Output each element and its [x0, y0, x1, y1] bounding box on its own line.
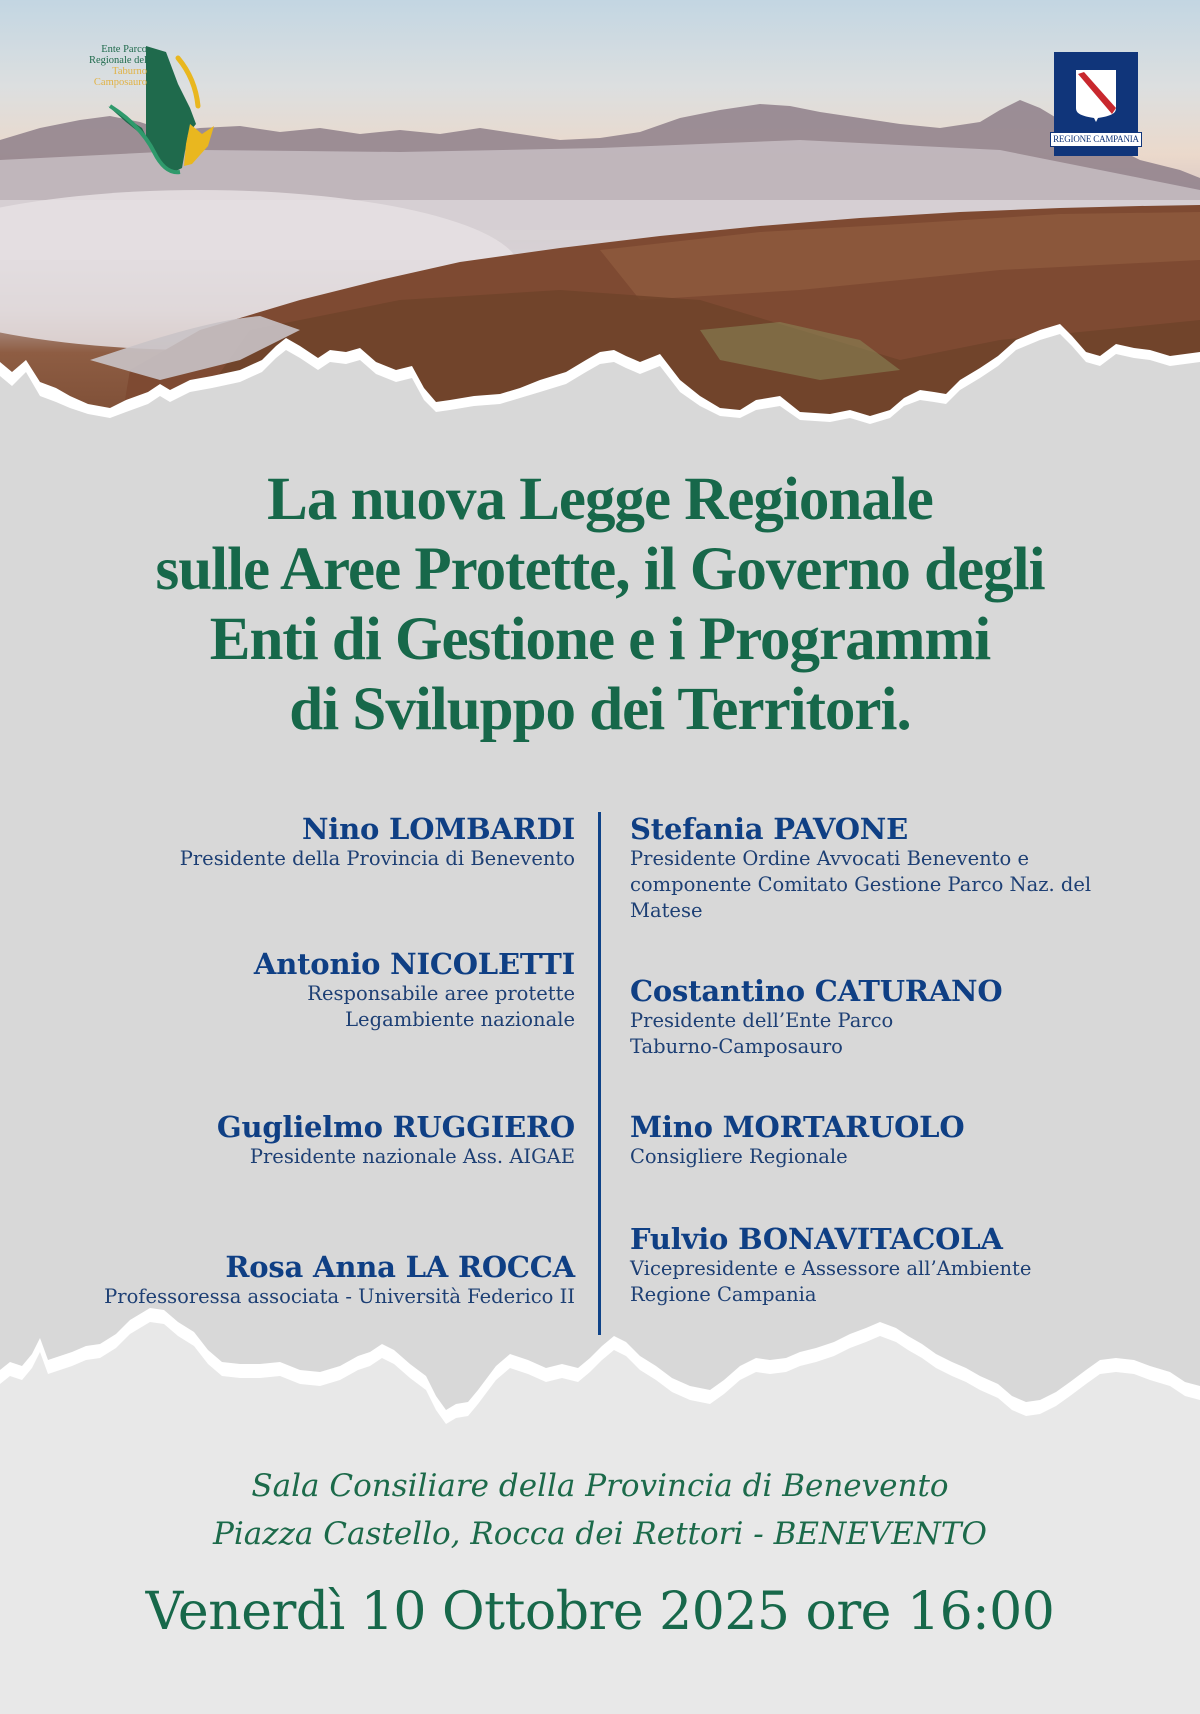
speaker-nino-lombardi: [20, 812, 575, 872]
venue-line-2: Piazza Castello, Rocca dei Rettori - BENEVENTO: [213, 1516, 987, 1552]
speakers-divider: [598, 812, 601, 1335]
torn-paper-edge-top: [0, 300, 1200, 450]
speaker-antonio-nicoletti: [20, 947, 575, 1033]
speaker-name: Guglielmo RUGGIERO: [216, 1110, 575, 1144]
speaker-stefania-pavone: [630, 812, 1190, 924]
speaker-role: Professoressa associata - Università Federico II: [104, 1285, 575, 1308]
speaker-role: Presidente dell’Ente Parco Taburno-Camposauro: [630, 1009, 894, 1058]
speaker-name: Fulvio BONAVITACOLA: [630, 1222, 1003, 1256]
speaker-role: Presidente della Provincia di Benevento: [179, 847, 575, 870]
event-date: Venerdì 10 Ottobre 2025 ore 16:00: [145, 1582, 1055, 1642]
speaker-name: Stefania PAVONE: [630, 812, 908, 846]
speaker-name: Nino LOMBARDI: [301, 812, 575, 846]
title-line-1: La nuova Legge Regionale: [267, 466, 933, 533]
speaker-costantino-caturano: [630, 974, 1190, 1060]
speaker-name: Antonio NICOLETTI: [253, 947, 575, 981]
event-title: [40, 465, 1160, 745]
park-logo: [62, 40, 232, 180]
venue-line-1: Sala Consiliare della Provincia di Benevento: [251, 1468, 949, 1504]
regione-campania-logo: [1054, 52, 1138, 156]
speaker-name: Mino MORTARUOLO: [630, 1110, 965, 1144]
event-venue: [0, 1462, 1200, 1558]
speaker-role: Presidente nazionale Ass. AIGAE: [249, 1145, 575, 1168]
speaker-fulvio-bonavitacola: [630, 1222, 1190, 1308]
title-line-4: di Sviluppo dei Territori.: [289, 676, 911, 743]
speaker-rosa-anna-la-rocca: [20, 1250, 575, 1310]
title-line-3: Enti di Gestione e i Programmi: [209, 606, 991, 673]
speaker-role: Presidente Ordine Avvocati Benevento e componente Comitato Gestione Parco Naz. del Matese: [630, 847, 1092, 922]
speaker-role: Responsabile aree protette Legambiente nazionale: [307, 982, 575, 1031]
speaker-name: Costantino CATURANO: [630, 974, 1003, 1008]
speaker-mino-mortaruolo: [630, 1110, 1190, 1170]
park-logo-text: Ente Parco Regionale del Taburno Camposauro: [88, 44, 147, 88]
regione-campania-label: REGIONE CAMPANIA: [1050, 132, 1142, 147]
speaker-role: Consigliere Regionale: [630, 1145, 848, 1168]
speaker-name: Rosa Anna LA ROCCA: [225, 1250, 575, 1284]
campania-shield-icon: [1074, 68, 1118, 124]
speaker-role: Vicepresidente e Assessore all’Ambiente Regione Campania: [630, 1257, 1032, 1306]
title-line-2: sulle Aree Protette, il Governo degli: [155, 536, 1045, 603]
speaker-guglielmo-ruggiero: [20, 1110, 575, 1170]
